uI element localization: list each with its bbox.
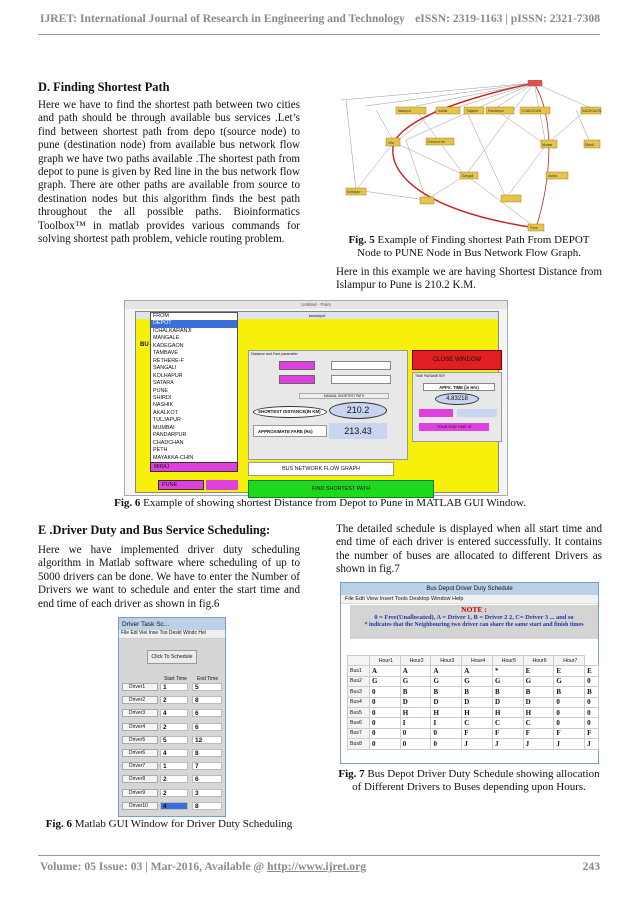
end-time-input[interactable]: 6 (192, 723, 222, 731)
bus-label: Bus2 (348, 676, 370, 686)
schedule-cell: G (554, 676, 585, 686)
appx-time-value: 4.83218 (435, 393, 479, 405)
dropdown-option[interactable]: PUNE (153, 387, 168, 394)
schedule-cell: D (400, 697, 431, 707)
schedule-cell: G (400, 676, 431, 686)
driver-name: Driver9 (122, 789, 158, 797)
label-kolhapur: Kolhapur (347, 190, 361, 194)
tour-end-label: TOUR END TIME IS (419, 423, 489, 431)
schedule-cell: H (400, 707, 431, 717)
schedule-cell: C (492, 718, 523, 728)
distance-panel (248, 350, 408, 460)
to-select[interactable]: PUNE (158, 480, 204, 490)
schedule-cell: F (554, 728, 585, 738)
driver-row (122, 683, 226, 692)
busdepot-window (135, 311, 499, 493)
busdepot-title: busdepot (136, 312, 498, 319)
schedule-cell: B (431, 687, 462, 697)
driver-name: Driver4 (122, 723, 158, 731)
schedule-cell: 0 (400, 739, 431, 749)
end-time-input[interactable]: 8 (192, 696, 222, 704)
dropdown-option[interactable]: TULJAPUR (153, 417, 181, 424)
dropdown-option[interactable]: MANGALE (153, 335, 180, 342)
dropdown-option[interactable]: RETHERE-F (153, 357, 184, 364)
schedule-cell: 0 (585, 697, 599, 707)
footer-prefix: Volume: 05 Issue: 03 | Mar-2016, Available @ (40, 860, 268, 873)
schedule-row (348, 697, 599, 707)
schedule-row (348, 718, 599, 728)
schedule-cell: J (462, 739, 493, 749)
dropdown-option[interactable]: CHADCHAN (153, 439, 184, 446)
schedule-row (348, 739, 599, 749)
hour-header: Hour3 (431, 656, 462, 666)
schedule-cell: H (492, 707, 523, 717)
schedule-cell: E (554, 666, 585, 676)
schedule-row (348, 707, 599, 717)
label-islampur: Islampur (398, 109, 412, 113)
end-time-input[interactable]: 6 (192, 775, 222, 783)
find-shortest-path-button[interactable]: FIND SHORTEST PATH (248, 480, 434, 498)
dropdown-option[interactable]: KOLHAPUR (153, 372, 183, 379)
schedule-cell: B (462, 687, 493, 697)
schedule-cell: E (523, 666, 554, 676)
end-time-input[interactable]: 8 (192, 749, 222, 757)
fig5-caption-text: Example of Finding shortest Path From DEPOT Node to PUNE Node in Bus Network Flow Graph. (357, 234, 590, 260)
end-time-input[interactable]: 7 (192, 762, 222, 770)
driver-row (122, 749, 226, 758)
schedule-cell: 0 (370, 707, 401, 717)
dropdown-option[interactable]: MAYAKKA-CHIN (153, 454, 194, 461)
schedule-cell: 0 (431, 739, 462, 749)
schedule-cell: 0 (554, 697, 585, 707)
schedule-cell: * (492, 666, 523, 676)
schedule-cell: H (462, 707, 493, 717)
end-time-input[interactable]: 8 (192, 802, 222, 810)
footer-link[interactable]: http://www.ijret.org (267, 860, 367, 873)
driver-name: Driver5 (122, 736, 158, 744)
section-e-body: Here we have implemented driver duty scheduling algorithm in Matlab software where scheduling of up to 5000 drivers can be done. We have to enter the Number of Drivers we want to schedule and enter the start time and end time of each driver as shown in fig.6 (38, 544, 300, 610)
hour-header: Hour1 (370, 656, 401, 666)
section-d-body: Here we have to find the shortest path between two cities and path should be through available bus services .Let’s find between shortest path from depo t(source node) to pune (destination node) from available bus network flow graph we have two paths available .The shortest path from depot to pune is given by Red line in the bus network flow graph. There are other paths are available from source to destination nodes but this algorithm finds the best path throughout the all possible paths. Bioinformatics Toolbox™ in matlab provides various commands for solving shortest path problem, vehicle routing problem. (38, 99, 300, 246)
end-time-header: End Time (197, 676, 219, 682)
node-tuljapur2 (501, 195, 521, 202)
label-pune: Pune (530, 226, 538, 230)
bus-network-graph-button[interactable]: BUS NETWORK FLOW GRAPH (248, 462, 394, 476)
schedule-cell: A (370, 666, 401, 676)
end-time-input[interactable]: 12 (192, 736, 222, 744)
label-tuljapur: Tuljapur (466, 109, 479, 113)
schedule-cell: J (554, 739, 585, 749)
schedule-cell: G (431, 676, 462, 686)
fig7-caption-text: Bus Depot Driver Duty Schedule showing allocation of Different Drivers to Buses depending upon Hours. (352, 768, 600, 794)
bus-label: Bus7 (348, 728, 370, 738)
hour-header: Hour4 (462, 656, 493, 666)
label-ashta: Ashta (548, 174, 557, 178)
schedule-cell: 0 (585, 707, 599, 717)
driver-name: Driver2 (122, 696, 158, 704)
schedule-cell: F (492, 728, 523, 738)
manual-shortest-button[interactable]: MANUAL SHORTEST PATH (299, 393, 389, 399)
note-star: * indicates that the Neighbouring two driver can share the same start and finish times (364, 622, 584, 628)
fig7-caption (336, 768, 602, 794)
schedule-cell: 0 (370, 728, 401, 738)
schedule-cell: 0 (554, 707, 585, 717)
node-depot (528, 80, 542, 86)
schedule-window (340, 582, 599, 764)
footer-rule (38, 855, 600, 856)
schedule-row (348, 687, 599, 697)
fig5-caption (336, 234, 602, 260)
fig6-caption-label: Fig. 6 (114, 497, 141, 509)
driver-name: Driver7 (122, 762, 158, 770)
end-time-input[interactable]: 3 (192, 789, 222, 797)
close-window-button[interactable]: CLOSE WINDOW (412, 350, 502, 370)
from-select[interactable]: MIRAJ (150, 462, 238, 472)
start-time-input[interactable]: 4 (160, 802, 188, 810)
schedule-cell: J (523, 739, 554, 749)
driver-name: Driver8 (122, 775, 158, 783)
schedule-cell: B (585, 687, 599, 697)
schedule-cell: B (400, 687, 431, 697)
schedule-cell: G (523, 676, 554, 686)
driver-row (122, 709, 226, 718)
hour-header: Hour7 (554, 656, 585, 666)
label-chinch: Chinch.li.kin (427, 140, 446, 144)
schedule-cell: B (554, 687, 585, 697)
end-time-input[interactable]: 5 (192, 683, 222, 691)
driver-name: Driver3 (122, 709, 158, 717)
dropdown-option[interactable]: ICHALKARANJI (153, 327, 192, 334)
start-time-input[interactable]: 2 (160, 775, 188, 783)
bus-label: Bus8 (348, 739, 370, 749)
fig6b-caption (38, 818, 300, 831)
schedule-cell: D (523, 697, 554, 707)
schedule-cell: I (400, 718, 431, 728)
click-to-schedule-button[interactable]: Click To Schedule (147, 650, 197, 664)
dropdown-option[interactable]: PETH (153, 447, 168, 454)
paint-title: Untitled - Paint (125, 301, 507, 309)
start-time-input[interactable]: 2 (160, 789, 188, 797)
bus-label: Bus5 (348, 707, 370, 717)
start-time-input[interactable]: 2 (160, 696, 188, 704)
fig6b-caption-text: Matlab GUI Window for Driver Duty Scheduling (72, 818, 293, 830)
dropdown-option[interactable]: KADEGAON (153, 342, 184, 349)
start-time-header: Start Time (164, 676, 187, 682)
schedule-cell: J (492, 739, 523, 749)
start-time-input[interactable]: 1 (160, 762, 188, 770)
schedule-description: The detailed schedule is displayed when all start time and end time of each driver is entered successfully. It contains the number of buses are allocated to different Drivers as shown in fig.7 (336, 523, 602, 576)
start-time-input[interactable]: 4 (160, 749, 188, 757)
bus-label: Bus1 (348, 666, 370, 676)
fig6-caption (38, 497, 602, 510)
start-time-input[interactable]: 1 (160, 683, 188, 691)
dropdown-option[interactable]: AKALKOT (153, 409, 178, 416)
schedule-cell: H (523, 707, 554, 717)
schedule-cell: A (400, 666, 431, 676)
schedule-cell: 0 (370, 739, 401, 749)
from-dropdown-list[interactable] (150, 312, 238, 466)
bus-label: Bus3 (348, 687, 370, 697)
schedule-cell: A (431, 666, 462, 676)
driver-row (122, 789, 226, 798)
node-satara (420, 197, 434, 204)
label-chadchan: CHADCHAN (522, 109, 542, 113)
journal-name: IJRET: International Journal of Research in Engineering and Technology (40, 12, 405, 25)
matlab-shortest-path-gui (124, 300, 508, 496)
label-shirdi: Shirdi (585, 143, 594, 147)
schedule-cell: 0 (370, 687, 401, 697)
schedule-cell: 0 (431, 728, 462, 738)
schedule-row (348, 728, 599, 738)
schedule-cell: B (523, 687, 554, 697)
note-line: 0 = Free(Unallocated), A = Driver 1, B = Driver 2 2, C= Driver 3 ... and so (374, 614, 574, 621)
driver-name: Driver1 (122, 683, 158, 691)
page-footer (40, 860, 600, 873)
schedule-cell: G (492, 676, 523, 686)
schedule-title: Bus Depot Driver Duty Schedule (341, 583, 598, 595)
schedule-menu[interactable]: File Edit View Insert Tools Desktop Window Help (341, 595, 598, 604)
dropdown-option[interactable]: DEPOT (151, 320, 237, 327)
fig6b-caption-label: Fig. 6 (45, 818, 73, 830)
driver-row (122, 696, 226, 705)
driver-row (122, 762, 226, 771)
dropdown-option[interactable]: NASHIK (153, 402, 174, 409)
schedule-cell: F (462, 728, 493, 738)
schedule-row (348, 666, 599, 676)
schedule-cell: A (462, 666, 493, 676)
driver-row (122, 723, 226, 732)
fare-label: APPROXIMATE FARE (Rs) (253, 425, 327, 437)
fig7-caption-label: Fig. 7 (338, 768, 365, 780)
start-time-input[interactable]: 2 (160, 723, 188, 731)
shortest-distance-value: 210.2 (329, 402, 387, 419)
hour-header: Hour5 (492, 656, 523, 666)
schedule-cell: D (431, 697, 462, 707)
schedule-cell: D (492, 697, 523, 707)
shortest-distance-label: SHORTEST DISTANCE(IN KM) (253, 406, 327, 418)
schedule-cell: G (462, 676, 493, 686)
schedule-cell: C (462, 718, 493, 728)
start-time-input[interactable]: 4 (160, 709, 188, 717)
schedule-cell: I (431, 718, 462, 728)
dropdown-option[interactable]: FROM (153, 313, 169, 319)
schedule-cell: D (462, 697, 493, 707)
label-sangali: Sangali (462, 174, 474, 178)
dropdown-option[interactable]: SATARA (153, 380, 174, 387)
dropdown-option[interactable]: SHIRDI (153, 394, 172, 401)
shortest-path-line (393, 83, 536, 228)
label-vita: Vita (388, 141, 394, 145)
label-morsai: Morsai (542, 143, 553, 147)
bu-label: BU (140, 342, 149, 348)
example-text: Here in this example we are having Shortest Distance from Islampur to Pune is 210.2 K.M. (336, 266, 602, 292)
footer-volume (40, 860, 366, 873)
header-rule (38, 34, 600, 35)
schedule-note (350, 605, 598, 639)
fig5-caption-label: Fig. 5 (348, 234, 375, 246)
schedule-cell: F (585, 728, 599, 738)
fig6-caption-text: Example of showing shortest Distance from Depot to Pune in MATLAB GUI Window. (140, 497, 526, 509)
schedule-table (347, 655, 599, 750)
schedule-cell: 0 (585, 676, 599, 686)
driver-name: Driver6 (122, 749, 158, 757)
section-d-title: D. Finding Shortest Path (38, 80, 170, 94)
time-param-label: TIME PARAMETER (415, 374, 445, 378)
schedule-cell: C (523, 718, 554, 728)
schedule-cell: H (431, 707, 462, 717)
hour-header: Hour6 (523, 656, 554, 666)
driver-row (122, 775, 226, 784)
schedule-cell: J (585, 739, 599, 749)
page-number: 243 (582, 860, 600, 873)
start-time-input[interactable]: 5 (160, 736, 188, 744)
section-e-title: E .Driver Duty and Bus Service Scheduling: (38, 523, 271, 537)
time-panel (412, 372, 502, 442)
schedule-cell: 0 (400, 728, 431, 738)
schedule-cell: E (585, 666, 599, 676)
schedule-cell: 0 (370, 697, 401, 707)
schedule-cell: 0 (554, 718, 585, 728)
bus-label: Bus6 (348, 718, 370, 728)
label-pandarpur: Pandarpur (488, 109, 504, 113)
driver-row (122, 736, 226, 745)
bus-label: Bus4 (348, 697, 370, 707)
dropdown-option[interactable]: PANDARPUR (153, 432, 187, 439)
driver-name: Driver10 (122, 802, 158, 810)
panel-label: Distance and Fare parameter (251, 352, 298, 356)
dropdown-option[interactable]: SANGALI (153, 365, 177, 372)
dropdown-option[interactable]: MUMBAI (153, 424, 175, 431)
schedule-row (348, 676, 599, 686)
schedule-cell: F (523, 728, 554, 738)
schedule-cell: 0 (585, 718, 599, 728)
fare-value: 213.43 (329, 423, 387, 439)
bus-network-graph (336, 80, 602, 232)
driver-task-menu[interactable]: File Edi Viei Inse Too Deskt Windc Hel (119, 630, 225, 639)
driver-task-title: Driver Task Sc... (119, 618, 225, 630)
label-mahal: mahal (438, 109, 448, 113)
schedule-cell: 0 (370, 718, 401, 728)
dropdown-option[interactable]: TAMBAVE (153, 350, 178, 357)
schedule-cell: B (492, 687, 523, 697)
schedule-cell: G (370, 676, 401, 686)
hour-header: Hour2 (400, 656, 431, 666)
label-kadegaon: KADEGAON (582, 109, 602, 113)
appx-time-label: APPX. TIME (in Hrs) (423, 383, 495, 391)
page-header (40, 12, 600, 25)
note-title: NOTE : (461, 605, 487, 614)
driver-task-window (118, 617, 226, 817)
driver-row (122, 802, 226, 811)
end-time-input[interactable]: 6 (192, 709, 222, 717)
issn: eISSN: 2319-1163 | pISSN: 2321-7308 (415, 12, 600, 25)
